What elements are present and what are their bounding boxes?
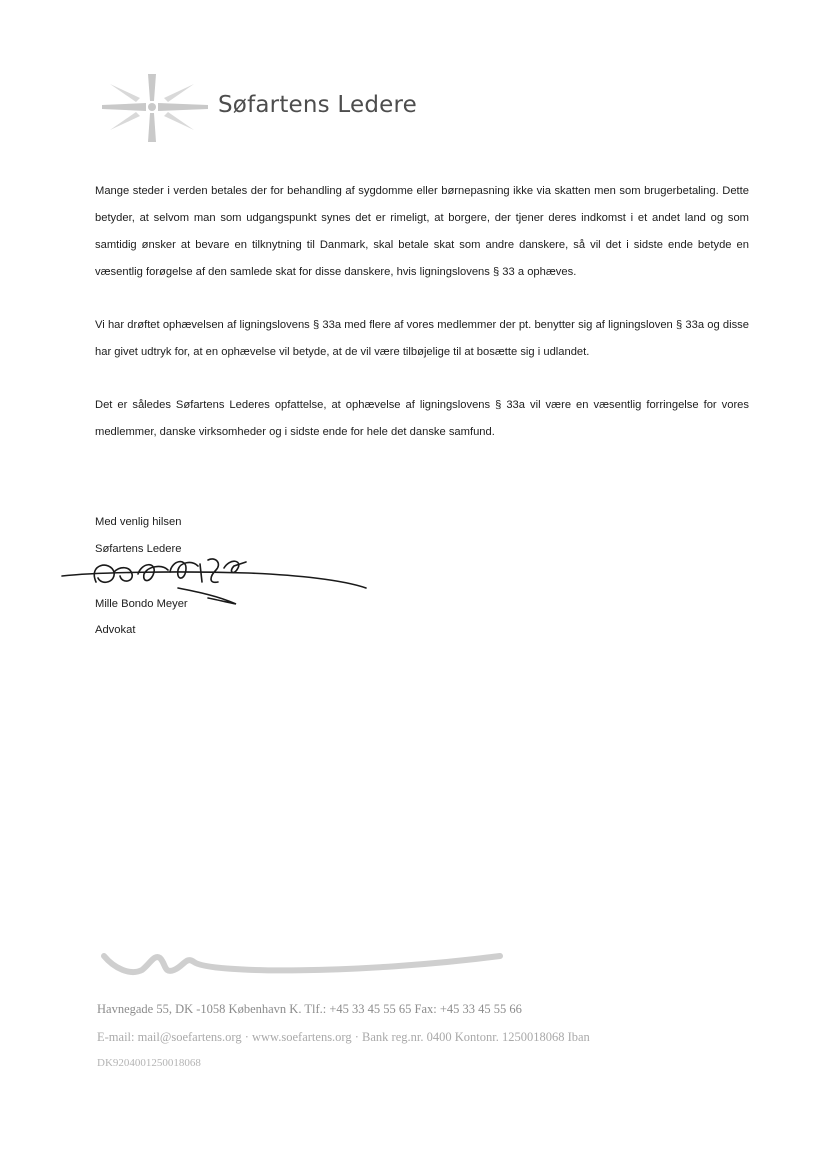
- closing-organization: Søfartens Ledere: [95, 543, 182, 555]
- signatory-title: Advokat: [95, 624, 136, 636]
- paragraph-2: Vi har drøftet ophævelsen af ligningslovens § 33a med flere af vores medlemmer der pt. benytter sig af ligningsloven § 33a og disse har givet udtryk for, at en ophævelse vil betyde, at de vil være tilbøjelige til at bosætte sig i udlandet.: [95, 319, 749, 358]
- organization-name: Søfartens Ledere: [218, 92, 417, 118]
- closing-greeting: Med venlig hilsen: [95, 516, 182, 528]
- compass-cross-logo-icon: [96, 68, 214, 146]
- footer-contact: E-mail: mail@soefartens.org · www.soefartens.org · Bank reg.nr. 0400 Kontonr. 1250018068 Iban: [97, 1030, 590, 1044]
- letter-body: [95, 178, 749, 472]
- footer-wave-decoration: [100, 948, 505, 984]
- footer-iban: DK9204001250018068: [97, 1057, 201, 1069]
- signatory-name: Mille Bondo Meyer: [95, 598, 188, 610]
- paragraph-1: Mange steder i verden betales der for behandling af sygdomme eller børnepasning ikke via skatten men som brugerbetaling. Dette betyder, at selvom man som udgangspunkt synes det er rimeligt, at borgere, der tjener deres indkomst i et andet land og som samtidig ønsker at bevare en tilknytning til Danmark, skal betale skat som andre danskere, så vil det i sidste ende betyde en væsentlig forøgelse af den samlede skat for disse danskere, hvis ligningslovens § 33 a ophæves.: [95, 185, 749, 278]
- footer-address: Havnegade 55, DK -1058 København K. Tlf.: +45 33 45 55 65 Fax: +45 33 45 55 66: [97, 1002, 522, 1016]
- paragraph-3: Det er således Søfartens Lederes opfattelse, at ophævelse af ligningslovens § 33a vil være en væsentlig forringelse for vores medlemmer, danske virksomheder og i sidste ende for hele det danske samfund.: [95, 399, 749, 438]
